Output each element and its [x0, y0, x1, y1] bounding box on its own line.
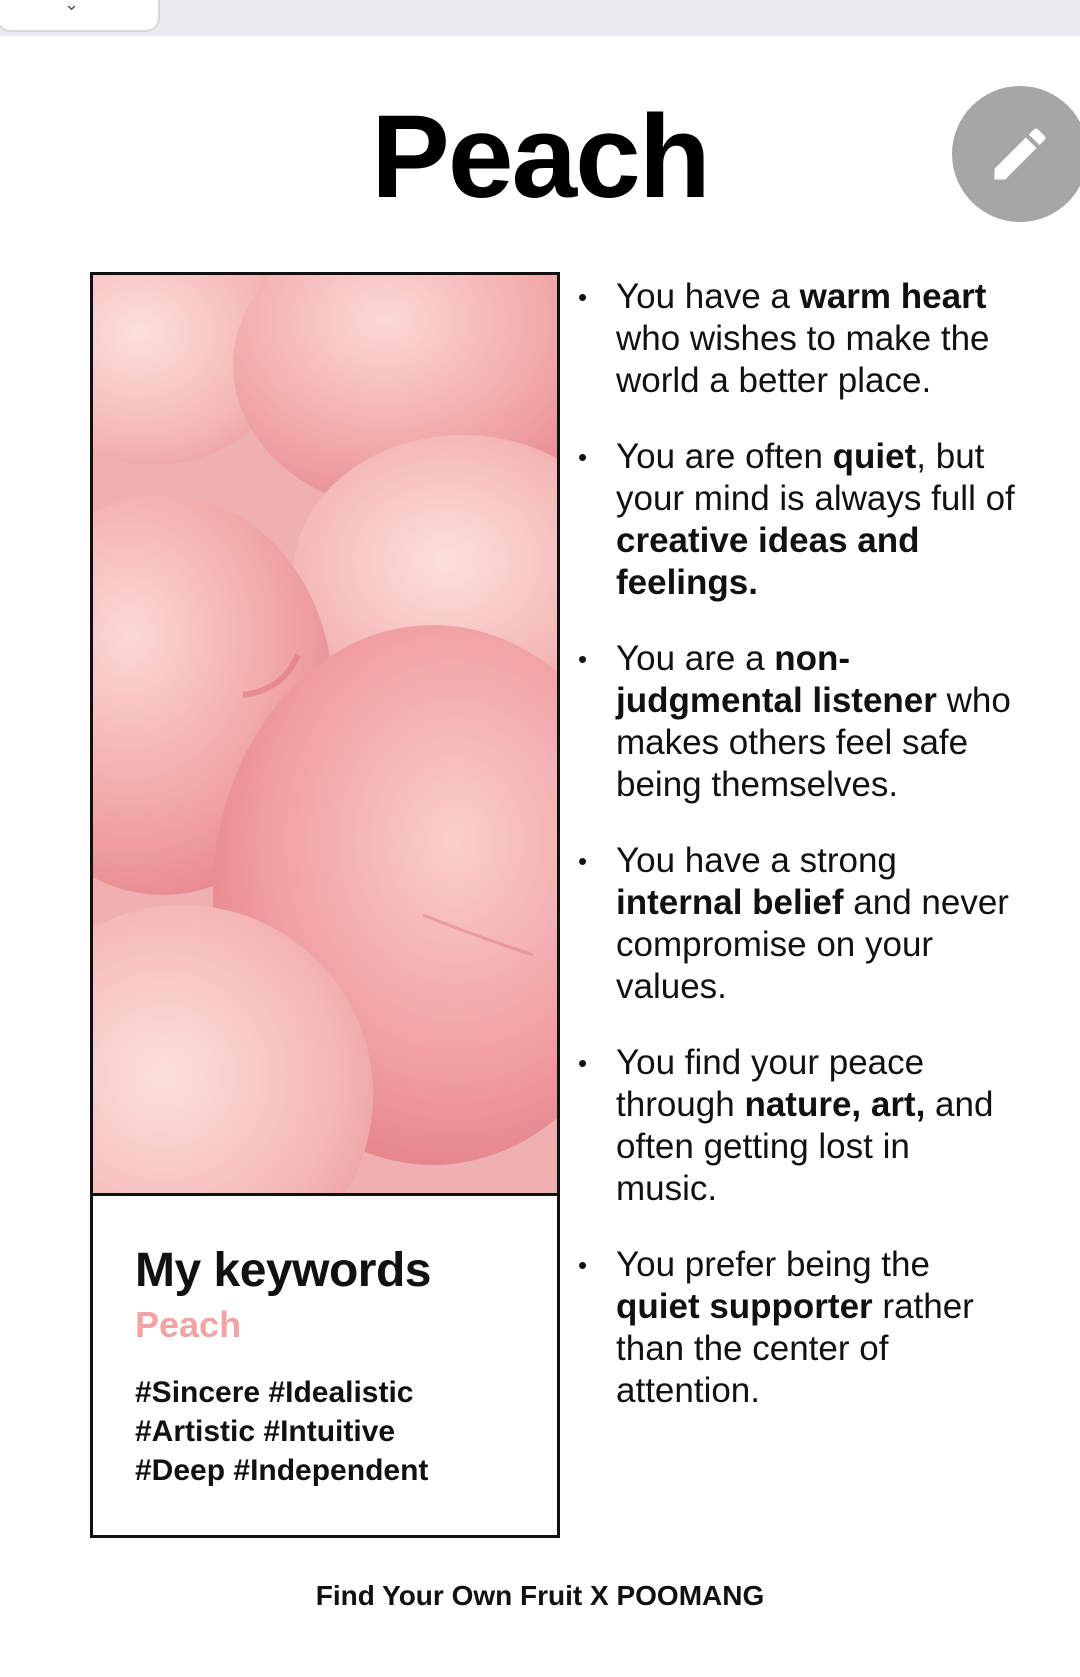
- fruit-card: [90, 272, 560, 1538]
- trait-emphasis: creative ideas and feelings.: [616, 521, 920, 602]
- keywords-section: [135, 1244, 535, 1490]
- footer-credit: Find Your Own Fruit X POOMANG: [315, 1580, 765, 1611]
- trait-item: [578, 436, 1018, 604]
- trait-text: , but your mind is always full of: [616, 437, 1015, 518]
- trait-emphasis: warm heart: [799, 277, 987, 316]
- trait-text: rather than the center of attention.: [616, 1287, 974, 1410]
- trait-emphasis: quiet: [832, 437, 917, 476]
- peach-photo: [93, 275, 557, 1196]
- trait-emphasis: nature, art,: [744, 1085, 926, 1124]
- keyword-tag-line: #Deep #Independent: [135, 1454, 429, 1487]
- trait-text: You prefer being the: [616, 1245, 930, 1284]
- keywords-fruit-name: Peach: [135, 1304, 242, 1345]
- trait-emphasis: quiet supporter: [616, 1287, 873, 1326]
- keywords-heading: My keywords: [135, 1244, 431, 1297]
- trait-text: You find your peace through: [616, 1043, 925, 1124]
- page-title: Peach: [371, 91, 709, 223]
- trait-item: [578, 840, 1018, 1008]
- trait-text: who wishes to make the world a better place.: [616, 319, 990, 400]
- trait-item: [578, 1042, 1018, 1210]
- trait-text: You have a: [616, 277, 800, 316]
- trait-text: You have a strong: [616, 841, 897, 880]
- trait-text: and never compromise on your values.: [616, 883, 1009, 1006]
- trait-item: [578, 638, 1018, 806]
- keyword-tag-line: #Sincere #Idealistic: [135, 1376, 414, 1409]
- collapse-tab[interactable]: [0, 0, 160, 32]
- trait-emphasis: non-judgmental listener: [616, 639, 937, 720]
- trait-item: [578, 276, 1018, 402]
- trait-item: [578, 1244, 1018, 1412]
- top-bar: [0, 0, 1080, 36]
- keyword-tags: [135, 1373, 535, 1490]
- keyword-tag-line: #Artistic #Intuitive: [135, 1415, 396, 1448]
- trait-text: You are a: [616, 639, 775, 678]
- trait-text: and often getting lost in music.: [616, 1085, 994, 1208]
- trait-list: [578, 276, 1018, 1412]
- chevron-down-icon: ⌄: [64, 0, 80, 14]
- trait-text: who makes others feel safe being themselves.: [616, 681, 1011, 804]
- trait-emphasis: internal belief: [616, 883, 844, 922]
- trait-text: You are often: [616, 437, 833, 476]
